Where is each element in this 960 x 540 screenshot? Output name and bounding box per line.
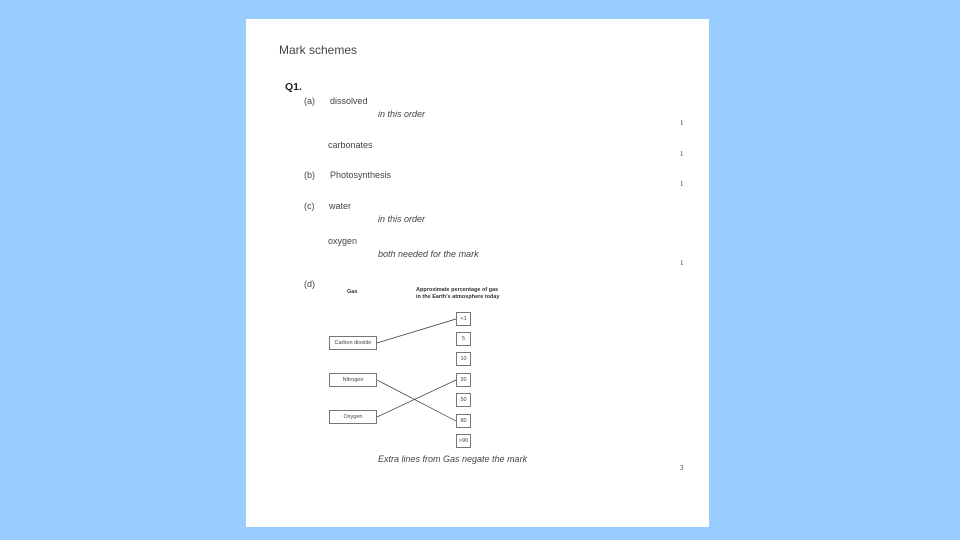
part-a-mark-1: 1: [680, 119, 684, 127]
percentage-box-50: 50: [456, 393, 471, 407]
percentage-box-gt90: >90: [456, 434, 471, 448]
percentage-column-heading-line-2: in the Earth's atmosphere today: [416, 294, 500, 300]
match-line-nitrogen: [377, 380, 456, 421]
percentage-box-80: 80: [456, 414, 471, 428]
match-line-carbon-dioxide: [377, 319, 456, 343]
part-a-answer-2: carbonates: [328, 140, 373, 150]
part-d-mark: 3: [680, 464, 684, 472]
percentage-box-lt1: <1: [456, 312, 471, 326]
part-c-note-1: in this order: [378, 214, 426, 224]
gas-column-heading: Gas: [347, 289, 358, 295]
part-c-label: (c): [304, 201, 315, 211]
part-c-mark: 1: [680, 259, 684, 267]
matching-lines: [246, 19, 709, 527]
question-number: Q1.: [285, 81, 302, 93]
part-d-label: (d): [304, 279, 315, 289]
gas-box-carbon-dioxide: Carbon dioxide: [329, 336, 377, 350]
gas-box-oxygen: Oxygen: [329, 410, 377, 424]
percentage-box-20: 20: [456, 373, 471, 387]
part-b-answer: Photosynthesis: [330, 170, 392, 180]
match-line-oxygen: [377, 380, 456, 417]
part-a-label: (a): [304, 96, 315, 106]
part-a-mark-2: 1: [680, 150, 684, 158]
part-a-note: in this order: [378, 109, 426, 119]
mark-scheme-page: [246, 19, 709, 527]
page-title: Mark schemes: [279, 43, 358, 57]
part-a-answer-1: dissolved: [330, 96, 368, 106]
part-b-label: (b): [304, 170, 315, 180]
percentage-box-10: 10: [456, 352, 471, 366]
part-d-note: Extra lines from Gas negate the mark: [378, 454, 528, 464]
percentage-column-heading-line-1: Approximate percentage of gas: [416, 287, 499, 293]
gas-box-nitrogen: Nitrogen: [329, 373, 377, 387]
part-c-answer-1: water: [329, 201, 352, 211]
part-b-mark: 1: [680, 180, 684, 188]
part-c-note-2: both needed for the mark: [378, 249, 479, 259]
part-c-answer-2: oxygen: [328, 236, 358, 246]
percentage-box-5: 5: [456, 332, 471, 346]
